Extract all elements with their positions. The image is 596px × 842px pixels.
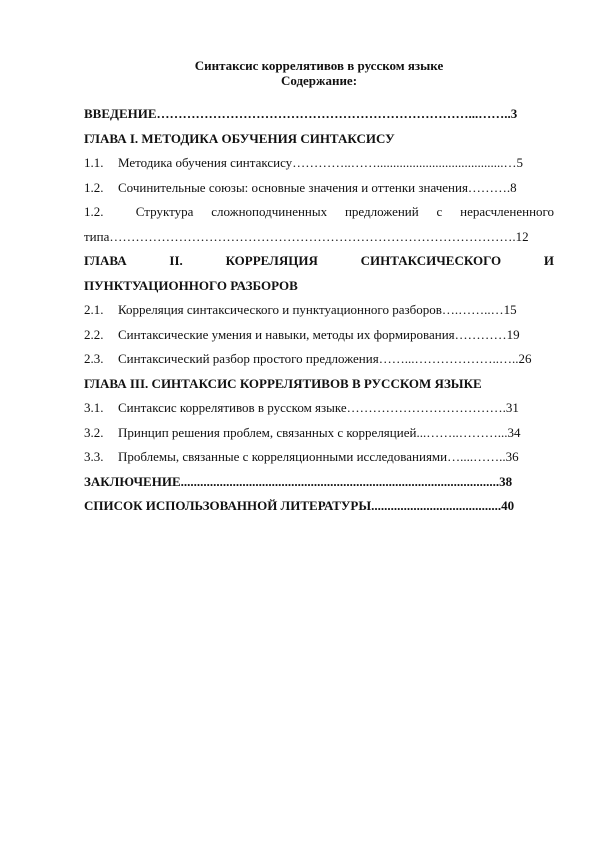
toc-leader: ……...………………..…..	[378, 351, 519, 366]
toc-page-number: 19	[506, 326, 520, 342]
toc-word: сложноподчиненных	[211, 204, 328, 219]
toc-section-number: 2.3.	[84, 351, 104, 366]
document-title: Синтаксис коррелятивов в русском языке	[194, 58, 444, 73]
toc-entry-line	[84, 225, 554, 250]
toc-page-number: 31	[505, 400, 519, 415]
toc-page-number: 3	[510, 106, 518, 121]
toc-entry-text: типа	[84, 228, 110, 244]
toc-leader: ….……..…	[441, 302, 504, 317]
toc-entry-intro[interactable]	[84, 102, 554, 127]
toc-leader: ………………………………………………………………...……..	[156, 106, 511, 121]
toc-entry-1-2-conjunctions[interactable]	[84, 176, 554, 201]
toc-word: КОРРЕЛЯЦИЯ	[225, 253, 318, 268]
toc-page-number: 8	[510, 179, 517, 195]
toc-leader: …....……..	[447, 449, 506, 464]
toc-word: Структура	[135, 204, 194, 219]
toc-entry-text: ЗАКЛЮЧЕНИЕ	[84, 473, 181, 489]
toc-entry-text: Корреляция синтаксического и пунктуационного разборов	[118, 302, 442, 317]
toc-entry-1-1[interactable]	[84, 151, 554, 176]
toc-word: СИНТАКСИЧЕСКОГО	[360, 253, 502, 268]
toc-entry-text: ГЛАВА III. СИНТАКСИС КОРРЕЛЯТИВОВ В РУССКОМ ЯЗЫКЕ	[84, 375, 482, 391]
toc-leader: …………	[454, 326, 507, 342]
toc-entry-line	[84, 249, 554, 274]
toc-page-number: 36	[505, 449, 519, 464]
toc-page-number: 5	[516, 155, 523, 170]
toc-page-number: 15	[503, 302, 517, 317]
toc-entry-text: Сочинительные союзы: основные значения и оттенки значения	[118, 179, 468, 195]
toc-entry-text: Синтаксический разбор простого предложения	[118, 351, 379, 366]
toc-chapter-3[interactable]	[84, 372, 554, 397]
toc-entry-3-3[interactable]	[84, 445, 554, 470]
toc-page-number: 40	[501, 498, 515, 513]
toc-word: И	[543, 253, 555, 268]
toc-entry-text: ВВЕДЕНИЕ	[84, 106, 157, 121]
toc-entry-text: ГЛАВА I. МЕТОДИКА ОБУЧЕНИЯ СИНТАКСИСУ	[84, 130, 395, 146]
toc-entry-references[interactable]	[84, 494, 554, 519]
toc-section-number: 3.1.	[84, 400, 104, 415]
toc-entry-text: Методика обучения синтаксису	[118, 155, 293, 170]
toc-word: предложений	[344, 204, 419, 219]
toc-section-number: 3.2.	[84, 424, 104, 440]
document-page	[84, 58, 554, 519]
toc-leader: ........................................	[371, 498, 502, 513]
toc-word: ГЛАВА	[84, 253, 127, 268]
toc-entry-text: Синтаксис коррелятивов в русском языке	[118, 400, 347, 415]
toc-section-number: 3.3.	[84, 449, 104, 464]
toc-section-number: 2.2.	[84, 326, 104, 342]
toc-entry-text: ПУНКТУАЦИОННОГО РАЗБОРОВ	[84, 277, 298, 293]
toc-leader: …………..…….......................................…	[292, 155, 517, 170]
toc-entry-line	[84, 200, 554, 225]
toc-word: нерасчлененного	[460, 204, 555, 219]
toc-entry-2-3[interactable]	[84, 347, 554, 372]
toc-section-number: 1.2.	[84, 204, 104, 219]
toc-leader: ………………………………………………………………………………….	[109, 228, 516, 244]
toc-chapter-1[interactable]	[84, 127, 554, 152]
toc-entry-1-2-structure[interactable]	[84, 200, 554, 249]
toc-leader: ...……..………...	[416, 424, 508, 440]
toc-page-number: 26	[518, 351, 532, 366]
toc-entry-line	[84, 274, 554, 299]
toc-section-number: 1.1.	[84, 155, 104, 170]
toc-leader: ……….	[467, 179, 511, 195]
contents-heading: Содержание:	[280, 73, 358, 88]
toc-page-number: 34	[507, 424, 521, 440]
toc-entry-text: Синтаксические умения и навыки, методы их формирования	[118, 326, 455, 342]
toc-word: с	[436, 204, 443, 219]
toc-entry-3-1[interactable]	[84, 396, 554, 421]
toc-entry-2-2[interactable]	[84, 323, 554, 348]
toc-page-number: 38	[499, 473, 513, 489]
toc-word: II.	[169, 253, 183, 268]
toc-entry-text: Проблемы, связанные с корреляционными исследованиями	[118, 449, 448, 464]
toc-entry-text: Принцип решения проблем, связанных с корреляцией	[118, 424, 417, 440]
toc-section-number: 1.2.	[84, 179, 104, 195]
toc-section-number: 2.1.	[84, 302, 104, 317]
toc-chapter-2[interactable]	[84, 249, 554, 298]
toc-entry-text: СПИСОК ИСПОЛЬЗОВАННОЙ ЛИТЕРАТУРЫ	[84, 498, 372, 513]
toc-leader: ……………………………….	[346, 400, 506, 415]
toc-entry-2-1[interactable]	[84, 298, 554, 323]
toc-leader: ..................................................................................................	[180, 473, 500, 489]
toc-entry-3-2[interactable]	[84, 421, 554, 446]
toc-page-number: 12	[515, 228, 529, 244]
toc-entry-conclusion[interactable]	[84, 470, 554, 495]
